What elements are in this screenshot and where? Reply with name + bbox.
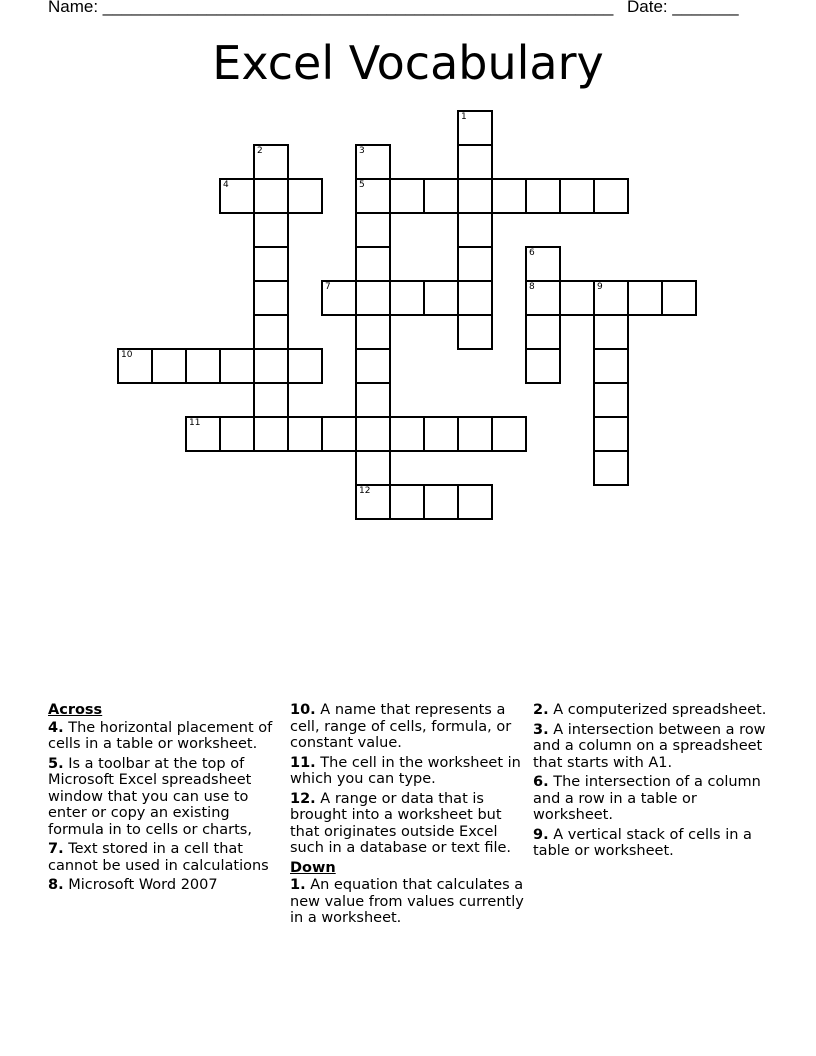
clue-number: 9 <box>597 282 603 292</box>
grid-cell[interactable] <box>389 484 425 520</box>
grid-cell[interactable] <box>525 246 561 282</box>
clue-column-1 <box>48 702 288 897</box>
grid-cell[interactable] <box>253 348 289 384</box>
grid-cell[interactable] <box>253 144 289 180</box>
grid-cell[interactable] <box>525 178 561 214</box>
grid-cell[interactable] <box>457 144 493 180</box>
grid-cell[interactable] <box>593 450 629 486</box>
clue-number: 2 <box>257 146 263 156</box>
grid-cell[interactable] <box>457 178 493 214</box>
grid-cell[interactable] <box>219 178 255 214</box>
grid-cell[interactable] <box>457 212 493 248</box>
grid-cell[interactable] <box>457 246 493 282</box>
clue-number: 6 <box>529 248 535 258</box>
grid-cell[interactable] <box>185 348 221 384</box>
grid-cell[interactable] <box>423 416 459 452</box>
clue-number: 3 <box>359 146 365 156</box>
clue-number: 4 <box>223 180 229 190</box>
grid-cell[interactable] <box>661 280 697 316</box>
grid-cell[interactable] <box>389 178 425 214</box>
clue-down-2: 2. A computerized spreadsheet. <box>533 702 767 718</box>
clue-across-11: 11. The cell in the worksheet in which you can type. <box>290 754 521 787</box>
clue-down-6: 6. The intersection of a column and a row in a table or worksheet. <box>533 774 761 823</box>
page-title: Excel Vocabulary <box>212 36 604 90</box>
clue-across-10: 10. A name that represents a cell, range of cells, formula, or constant value. <box>290 702 512 751</box>
clue-across-12: 12. A range or data that is brought into a worksheet but that originates outside Excel such in a database or text file. <box>290 790 512 856</box>
clue-number: 5 <box>359 180 365 190</box>
grid-cell[interactable] <box>185 416 221 452</box>
grid-cell[interactable] <box>253 246 289 282</box>
grid-cell[interactable] <box>253 416 289 452</box>
grid-cell[interactable] <box>253 280 289 316</box>
grid-cell[interactable] <box>355 484 391 520</box>
grid-cell[interactable] <box>253 314 289 350</box>
grid-cell[interactable] <box>287 416 323 452</box>
grid-cell[interactable] <box>593 314 629 350</box>
grid-cell[interactable] <box>559 178 595 214</box>
clue-down-3: 3. A intersection between a row and a column on a spreadsheet that starts with A1. <box>533 721 766 771</box>
grid-cell[interactable] <box>423 280 459 316</box>
grid-cell[interactable] <box>389 416 425 452</box>
clue-number: 1 <box>461 112 467 122</box>
grid-cell[interactable] <box>593 348 629 384</box>
clue-number: 10 <box>121 350 133 360</box>
grid-cell[interactable] <box>253 382 289 418</box>
clue-number: 12 <box>359 486 371 496</box>
grid-cell[interactable] <box>593 178 629 214</box>
grid-cell[interactable] <box>355 144 391 180</box>
grid-cell[interactable] <box>423 178 459 214</box>
grid-cell[interactable] <box>219 416 255 452</box>
grid-cell[interactable] <box>355 382 391 418</box>
date-field: Date: _______ <box>627 0 739 16</box>
grid-cell[interactable] <box>355 212 391 248</box>
grid-cell[interactable] <box>355 280 391 316</box>
grid-cell[interactable] <box>389 280 425 316</box>
grid-cell[interactable] <box>117 348 153 384</box>
grid-cell[interactable] <box>593 280 629 316</box>
grid-cell[interactable] <box>525 314 561 350</box>
grid-cell[interactable] <box>457 280 493 316</box>
grid-cell[interactable] <box>253 178 289 214</box>
grid-cell[interactable] <box>457 110 493 146</box>
name-field: Name: ______________________________________________________ <box>48 0 614 16</box>
clue-across-7: 7. Text stored in a cell that cannot be used in calculations <box>48 841 269 874</box>
grid-cell[interactable] <box>457 314 493 350</box>
grid-cell[interactable] <box>219 348 255 384</box>
clue-across-4: 4. The horizontal placement of cells in a table or worksheet. <box>48 719 273 752</box>
grid-cell[interactable] <box>355 178 391 214</box>
grid-cell[interactable] <box>627 280 663 316</box>
clue-number: 7 <box>325 282 331 292</box>
grid-cell[interactable] <box>423 484 459 520</box>
grid-cell[interactable] <box>593 382 629 418</box>
grid-cell[interactable] <box>491 178 527 214</box>
grid-cell[interactable] <box>287 348 323 384</box>
grid-cell[interactable] <box>321 280 357 316</box>
grid-cell[interactable] <box>593 416 629 452</box>
grid-cell[interactable] <box>253 212 289 248</box>
clue-column-3 <box>533 702 773 863</box>
clue-across-8: 8. Microsoft Word 2007 <box>48 877 218 893</box>
clue-number: 8 <box>529 282 535 292</box>
grid-cell[interactable] <box>355 348 391 384</box>
clue-column-2 <box>290 702 526 930</box>
grid-cell[interactable] <box>321 416 357 452</box>
grid-cell[interactable] <box>525 348 561 384</box>
clue-down-1: 1. An equation that calculates a new value from values currently in a worksheet. <box>290 877 524 926</box>
grid-cell[interactable] <box>355 246 391 282</box>
grid-cell[interactable] <box>287 178 323 214</box>
grid-cell[interactable] <box>491 416 527 452</box>
clue-number: 11 <box>189 418 201 428</box>
across-heading: Across <box>48 702 103 718</box>
grid-cell[interactable] <box>457 416 493 452</box>
clue-down-9: 9. A vertical stack of cells in a table or worksheet. <box>533 826 752 859</box>
grid-cell[interactable] <box>525 280 561 316</box>
grid-cell[interactable] <box>355 450 391 486</box>
grid-cell[interactable] <box>457 484 493 520</box>
grid-cell[interactable] <box>355 314 391 350</box>
grid-cell[interactable] <box>355 416 391 452</box>
grid-cell[interactable] <box>559 280 595 316</box>
clue-across-5: 5. Is a toolbar at the top of Microsoft Excel spreadsheet window that you can use to enter or copy an existing formula in to cells or charts, <box>48 755 252 838</box>
grid-cell[interactable] <box>151 348 187 384</box>
down-heading: Down <box>290 859 336 876</box>
